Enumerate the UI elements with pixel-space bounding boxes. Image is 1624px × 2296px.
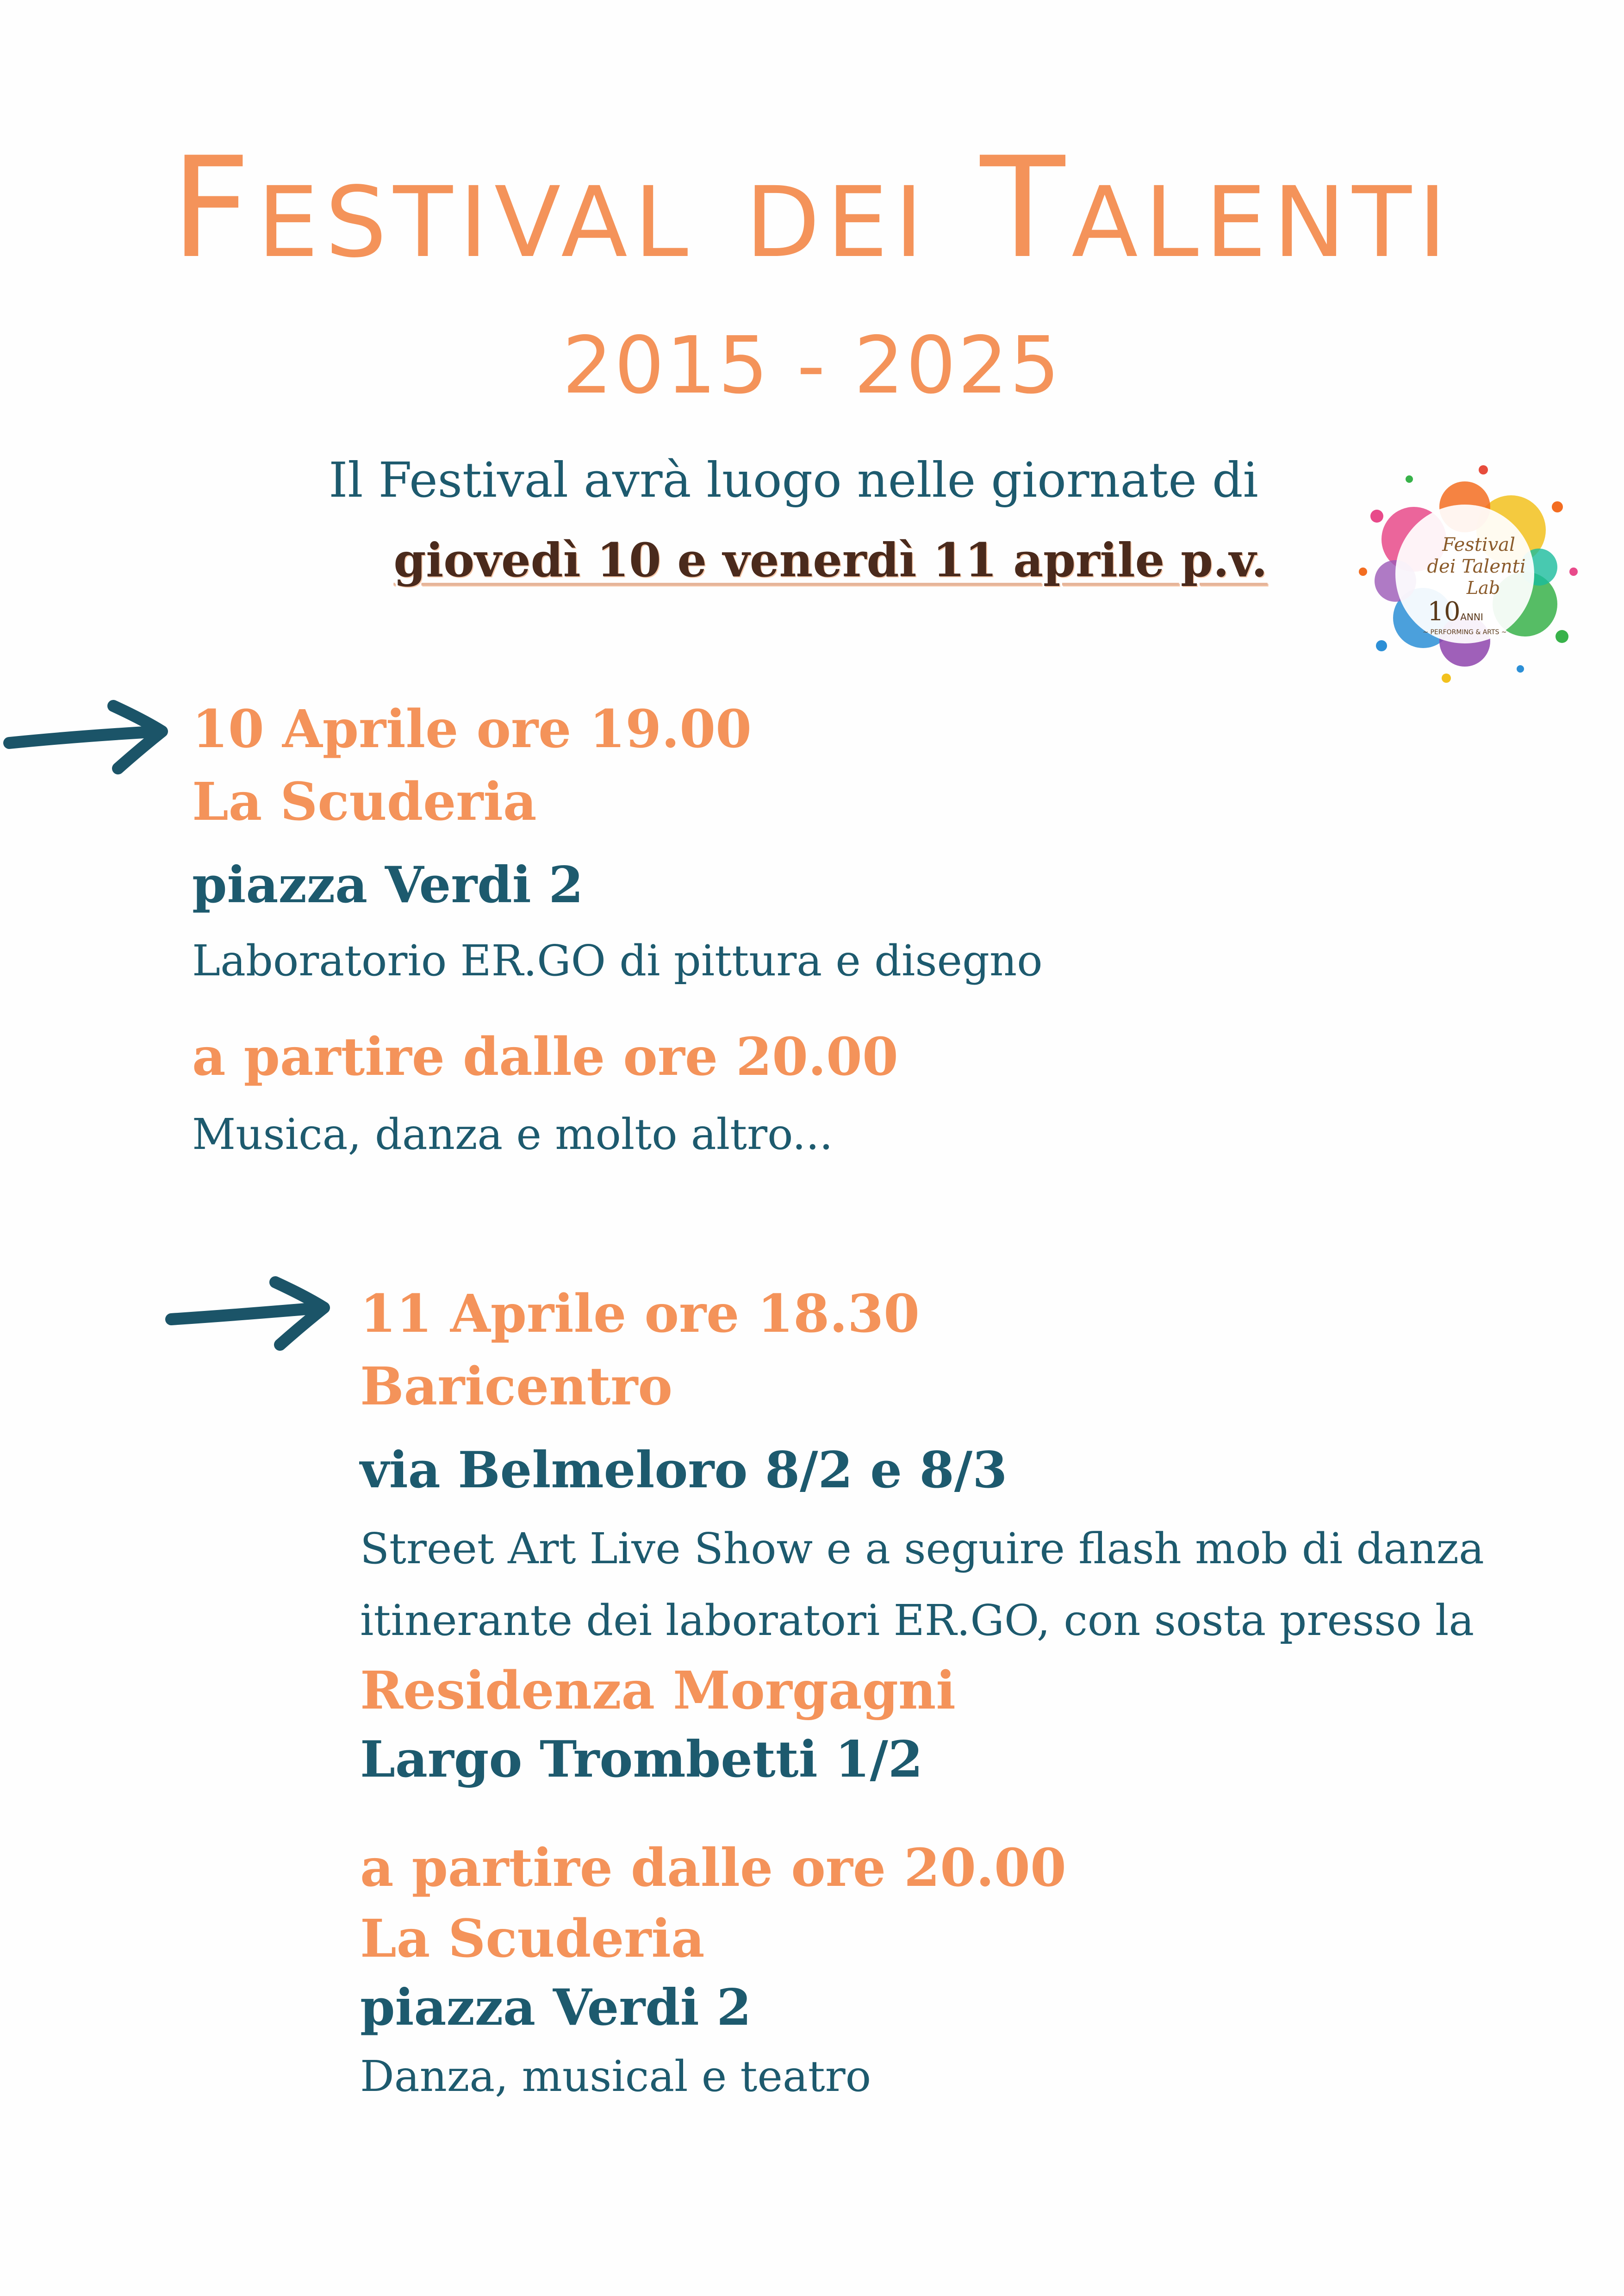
arrow-right-icon: [0, 694, 176, 778]
logo-caption: ~ PERFORMING & ARTS ~: [1423, 629, 1507, 636]
arrow-right-icon: [162, 1271, 338, 1354]
day2-later-venue: La Scuderia: [360, 1909, 705, 1969]
day2-activity-line2: itinerante dei laboratori ER.GO, con sosta presso la: [360, 1596, 1475, 1645]
day2-address: via Belmeloro 8/2 e 8/3: [360, 1441, 1008, 1499]
page-title: Festival dei Talenti: [171, 127, 1453, 289]
day1-later-activity: Musica, danza e molto altro...: [192, 1110, 833, 1159]
day2-venue2: Residenza Morgagni: [360, 1660, 956, 1721]
day2-venue: Baricentro: [360, 1356, 673, 1417]
logo-text-1: Festival: [1442, 534, 1515, 555]
years-subtitle: 2015 - 2025: [562, 320, 1062, 412]
day1-venue: La Scuderia: [192, 772, 537, 832]
day1-later-time: a partire dalle ore 20.00: [192, 1027, 898, 1087]
day2-later-address: piazza Verdi 2: [360, 1978, 752, 2037]
day1-address: piazza Verdi 2: [192, 856, 584, 914]
day2-later-time: a partire dalle ore 20.00: [360, 1838, 1066, 1898]
day2-address2: Largo Trombetti 1/2: [360, 1730, 923, 1789]
day2-date-time: 11 Aprile ore 18.30: [360, 1284, 920, 1344]
logo-text-3: Lab: [1466, 578, 1500, 598]
intro-text: Il Festival avrà luogo nelle giornate di: [329, 452, 1258, 508]
logo-anni-label: ANNI: [1460, 611, 1483, 623]
day1-date-time: 10 Aprile ore 19.00: [192, 699, 752, 760]
day1-activity: Laboratorio ER.GO di pittura e disegno: [192, 936, 1043, 986]
festival-logo: [1344, 451, 1585, 692]
logo-anni-number: 10: [1427, 597, 1461, 627]
logo-text-2: dei Talenti: [1427, 556, 1526, 577]
day2-later-activity: Danza, musical e teatro: [360, 2052, 871, 2101]
day2-activity-line1: Street Art Live Show e a seguire flash mob di danza: [360, 1524, 1484, 1573]
intro-dates: giovedì 10 e venerdì 11 aprile p.v.: [393, 533, 1268, 587]
